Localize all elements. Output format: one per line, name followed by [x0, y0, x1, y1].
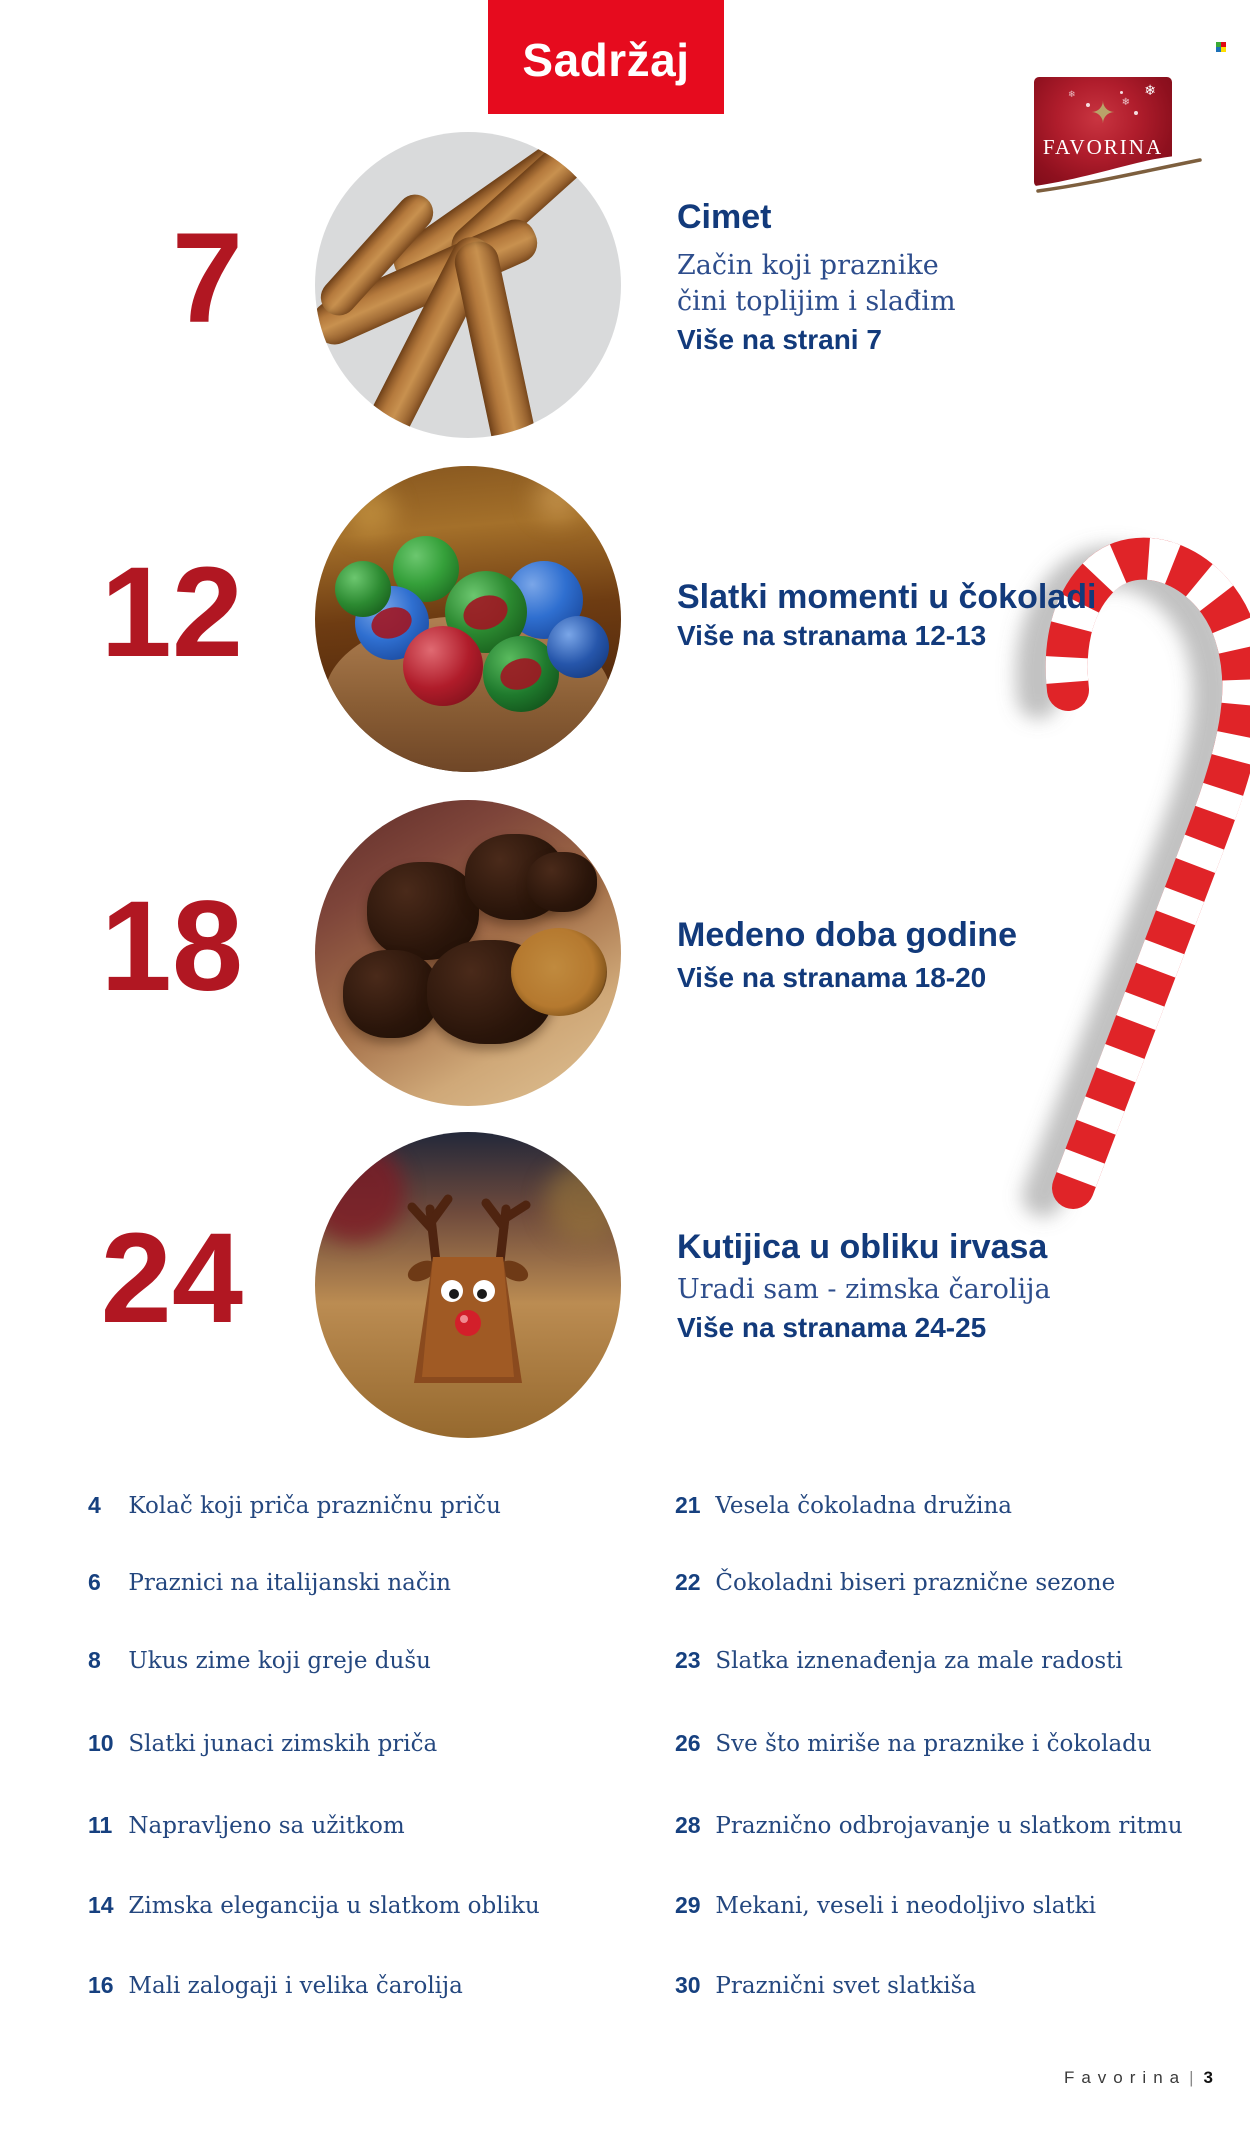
entry-more-link[interactable]: Više na stranama 12-13 — [677, 620, 987, 651]
index-page-number: 26 — [675, 1730, 701, 1756]
snowflake-icon: ❄ — [1144, 82, 1156, 98]
star-icon: ✦ — [1090, 97, 1116, 130]
index-label: Ukus zime koji greje dušu — [128, 1648, 431, 1674]
index-page-number: 23 — [675, 1647, 701, 1673]
color-swatch-yellow — [1221, 47, 1226, 52]
index-label: Praznično odbrojavanje u slatkom ritmu — [715, 1813, 1183, 1839]
index-label: Slatka iznenađenja za male radosti — [715, 1648, 1123, 1674]
toc-entry-cokolada[interactable] — [0, 466, 1250, 772]
entry-page-number: 24 — [100, 1207, 243, 1350]
page-title: Sadržaj — [522, 34, 690, 86]
toc-entry-medeno-doba[interactable] — [0, 800, 1250, 1106]
candy-label — [496, 653, 545, 695]
blue-candy — [547, 616, 609, 678]
index-label: Mali zalogaji i velika čarolija — [128, 1973, 463, 1999]
index-item[interactable] — [675, 1490, 1012, 1521]
entry-subtitle-line: Uradi sam - zimska čarolija — [677, 1274, 1051, 1305]
entry-page-number: 12 — [100, 541, 243, 684]
bokeh-light — [345, 486, 395, 536]
snowflake-icon: ❄ — [1068, 89, 1076, 99]
snowflake-icon: ❄ — [1121, 97, 1130, 108]
footer-separator: | — [1189, 2068, 1194, 2087]
sparkle-dot — [1120, 91, 1123, 94]
index-item[interactable] — [88, 1728, 437, 1759]
footer-brand: Favorina — [1063, 2068, 1187, 2087]
index-label: Napravljeno sa užitkom — [128, 1813, 405, 1839]
entry-more-link[interactable]: Više na strani 7 — [677, 324, 882, 355]
foil-wrapped-chocolates-in-bowl-photo — [315, 466, 621, 772]
index-item[interactable] — [88, 1490, 501, 1521]
index-item[interactable] — [675, 1567, 1115, 1598]
index-page-number: 29 — [675, 1892, 701, 1918]
index-item[interactable] — [88, 1810, 405, 1841]
toc-entry-kutijica[interactable] — [0, 1132, 1250, 1438]
page-title-banner — [488, 0, 724, 114]
index-item[interactable] — [88, 1890, 540, 1921]
index-label: Sve što miriše na praznike i čokoladu — [715, 1731, 1152, 1757]
red-candy — [403, 626, 483, 706]
entry-title: Slatki momenti u čokoladi — [677, 578, 1097, 616]
entry-subtitle-line: čini toplijim i slađim — [677, 286, 956, 317]
index-label: Kolač koji priča prazničnu priču — [128, 1493, 501, 1519]
favorina-logo-text: FAVORINA — [1042, 135, 1164, 159]
index-item[interactable] — [675, 1645, 1123, 1676]
cinnamon-stick — [451, 238, 539, 438]
entry-page-number: 7 — [171, 207, 243, 350]
bitten-gingerbread-cookie — [511, 928, 607, 1016]
entry-more-link[interactable]: Više na stranama 24-25 — [677, 1312, 987, 1343]
index-item[interactable] — [675, 1810, 1183, 1841]
print-color-mark — [1216, 42, 1226, 52]
toc-entry-cimet[interactable] — [0, 132, 1250, 438]
index-page-number: 10 — [88, 1730, 114, 1756]
index-page-number: 4 — [88, 1492, 101, 1518]
entry-title: Cimet — [677, 198, 772, 236]
index-page-number: 21 — [675, 1492, 701, 1518]
candy-label — [459, 589, 512, 634]
index-page-number: 22 — [675, 1569, 701, 1595]
index-page-number: 11 — [88, 1812, 113, 1838]
index-label: Čokoladni biseri praznične sezone — [715, 1570, 1116, 1596]
entry-more-link[interactable]: Više na stranama 18-20 — [677, 962, 987, 993]
entry-page-number: 18 — [100, 875, 243, 1018]
bokeh-light — [535, 476, 579, 520]
index-label: Slatki junaci zimskih priča — [128, 1731, 438, 1757]
index-page-number: 30 — [675, 1972, 701, 1998]
gold-ornament-blur — [545, 1162, 621, 1242]
chocolate-glazed-gingerbread-photo — [315, 800, 621, 1106]
index-item[interactable] — [675, 1890, 1096, 1921]
green-candy — [335, 561, 391, 617]
reindeer-gift-box-photo — [315, 1132, 621, 1438]
page-footer — [1064, 2068, 1213, 2088]
index-label: Praznici na italijanski način — [128, 1570, 451, 1596]
index-item[interactable] — [675, 1728, 1152, 1759]
index-label: Praznični svet slatkiša — [715, 1973, 977, 1999]
entry-subtitle-line: Začin koji praznike — [677, 250, 939, 281]
index-page-number: 8 — [88, 1647, 101, 1673]
chocolate-cookie — [343, 950, 439, 1038]
reindeer-box-craft — [388, 1187, 548, 1387]
entry-title: Medeno doba godine — [677, 916, 1017, 954]
cinnamon-sticks-photo — [315, 132, 621, 438]
index-item[interactable] — [88, 1645, 431, 1676]
index-label: Vesela čokoladna družina — [715, 1493, 1012, 1519]
entry-title: Kutijica u obliku irvasa — [677, 1228, 1048, 1266]
index-item[interactable] — [675, 1970, 976, 2001]
index-label: Zimska elegancija u slatkom obliku — [128, 1893, 540, 1919]
index-label: Mekani, veseli i neodoljivo slatki — [715, 1893, 1096, 1919]
index-page-number: 16 — [88, 1972, 114, 1998]
chocolate-cookie — [527, 852, 597, 912]
index-page-number: 6 — [88, 1569, 101, 1595]
index-page-number: 14 — [88, 1892, 114, 1918]
index-item[interactable] — [88, 1970, 463, 2001]
index-page-number: 28 — [675, 1812, 701, 1838]
index-item[interactable] — [88, 1567, 451, 1598]
footer-page-number: 3 — [1203, 2068, 1213, 2087]
